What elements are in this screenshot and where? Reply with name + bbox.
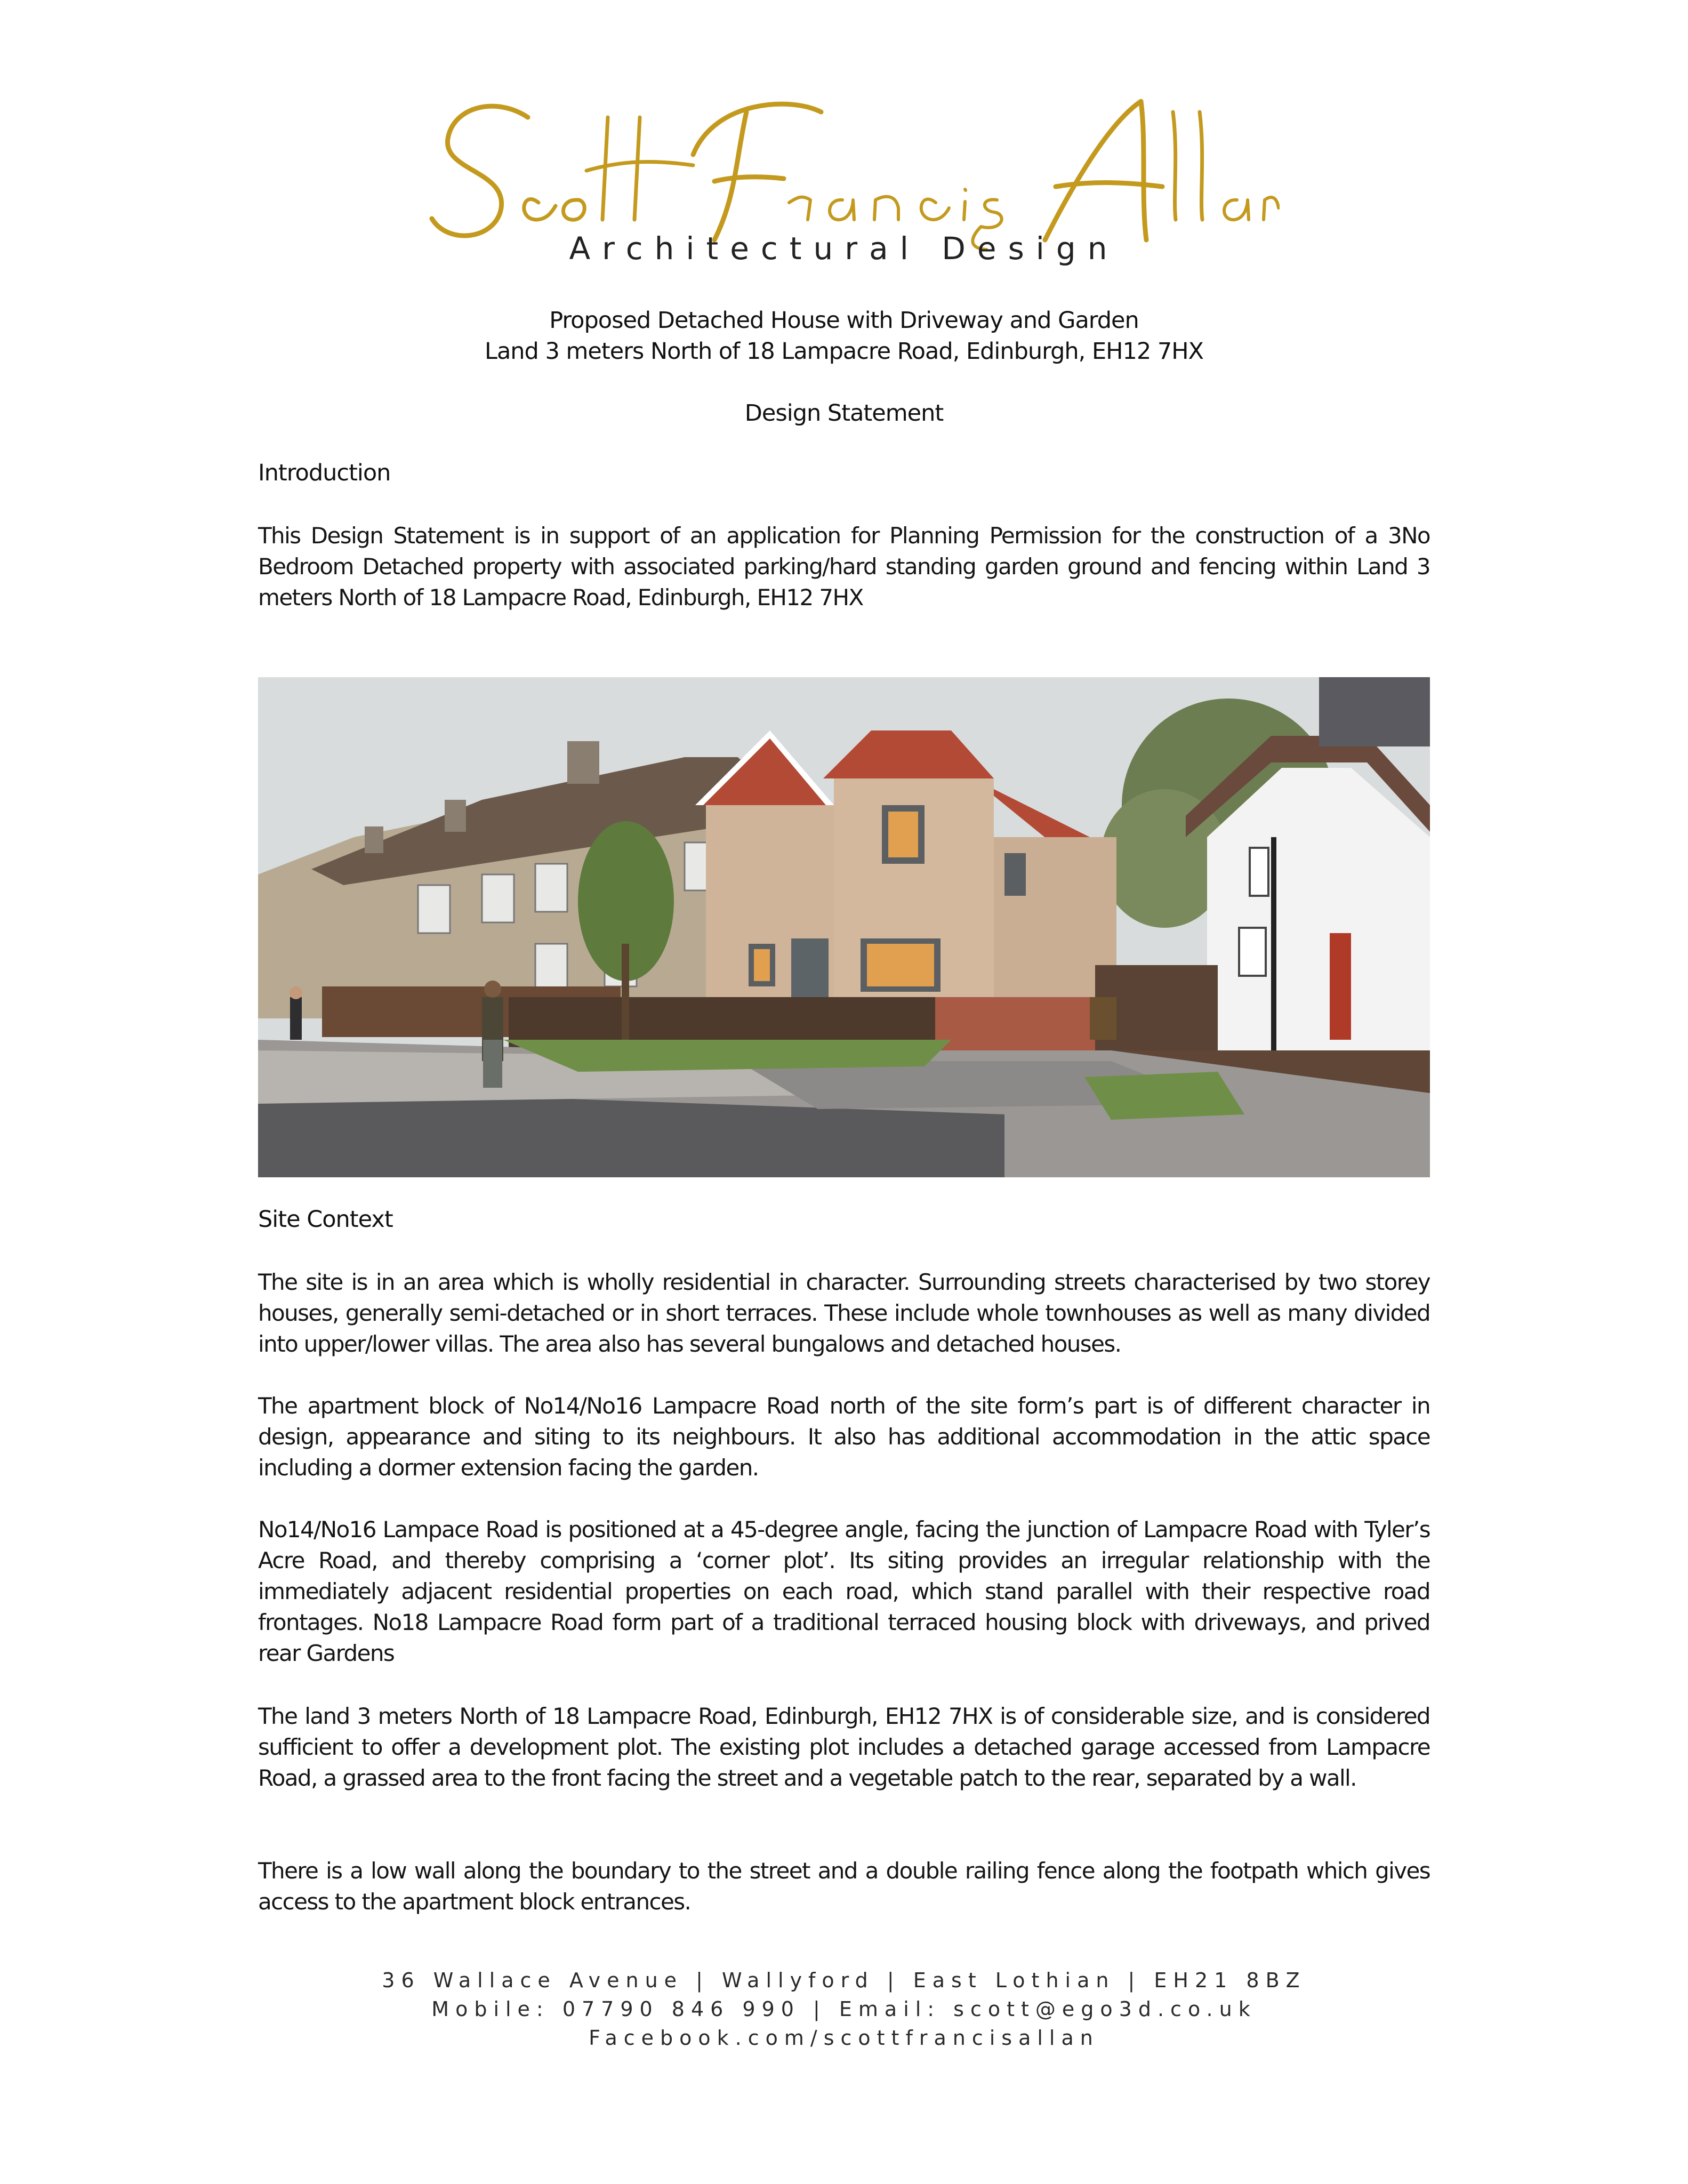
site-context-paragraph-3: No14/No16 Lampace Road is positioned at a 45-degree angle, facing the junction of Lampacre Road with Tyler’s Acre Road, and thereby comprising a ‘corner plot’. Its siting provides an irregular relationship with the immediately adjacent residential properties on each road, which stand parallel with their respective road frontages. No18 Lampacre Road form part of a traditional terraced housing block with driveways, and prived rear Gardens xyxy=(258,1516,1430,1666)
introduction-heading: Introduction xyxy=(258,460,391,486)
brand-subtitle: Architectural Design xyxy=(569,230,1119,267)
document-title: Design Statement xyxy=(744,400,944,427)
brand-signature-logo xyxy=(416,80,1280,256)
footer-social-link[interactable]: Facebook.com/scottfrancisallan xyxy=(589,2026,1099,2050)
site-context-paragraph-4: The land 3 meters North of 18 Lampacre Road, Edinburgh, EH12 7HX is of considerable size, and is considered sufficient to offer a development plot. The existing plot includes a detached garage accessed from Lampacre Road, a grassed area to the front facing the street and a vegetable patch to the rear, separated by a wall. xyxy=(258,1703,1430,1791)
project-title-line2: Land 3 meters North of 18 Lampacre Road, Edinburgh, EH12 7HX xyxy=(484,338,1204,365)
footer-address: 36 Wallace Avenue | Wallyford | East Lothian | EH21 8BZ xyxy=(382,1969,1306,1992)
site-context-paragraph-2: The apartment block of No14/No16 Lampacre Road north of the site form’s part is of different character in design, appearance and siting to its neighbours. It also has additional accommodation in the attic space including a dormer extension facing the garden. xyxy=(258,1393,1430,1481)
footer-contact: Mobile: 07790 846 990 | Email: scott@ego3d.co.uk xyxy=(431,1997,1257,2021)
site-context-heading: Site Context xyxy=(258,1206,393,1233)
site-context-paragraph-5: There is a low wall along the boundary to the street and a double railing fence along the footpath which gives access to the apartment block entrances. xyxy=(258,1858,1430,1915)
site-context-paragraph-1: The site is in an area which is wholly residential in character. Surrounding streets characterised by two storey houses, generally semi-detached or in short terraces. These include whole townhouses as well as many divided into upper/lower villas. The area also has several bungalows and detached houses. xyxy=(258,1269,1430,1357)
project-title-line1: Proposed Detached House with Driveway and Garden xyxy=(549,307,1139,334)
introduction-paragraph: This Design Statement is in support of an application for Planning Permission for the construction of a 3No Bedroom Detached property with associated parking/hard standing garden ground and fencing within Land 3 meters North of 18 Lampacre Road, Edinburgh, EH12 7HX xyxy=(258,523,1430,611)
house-rendering-photo xyxy=(258,677,1430,1177)
